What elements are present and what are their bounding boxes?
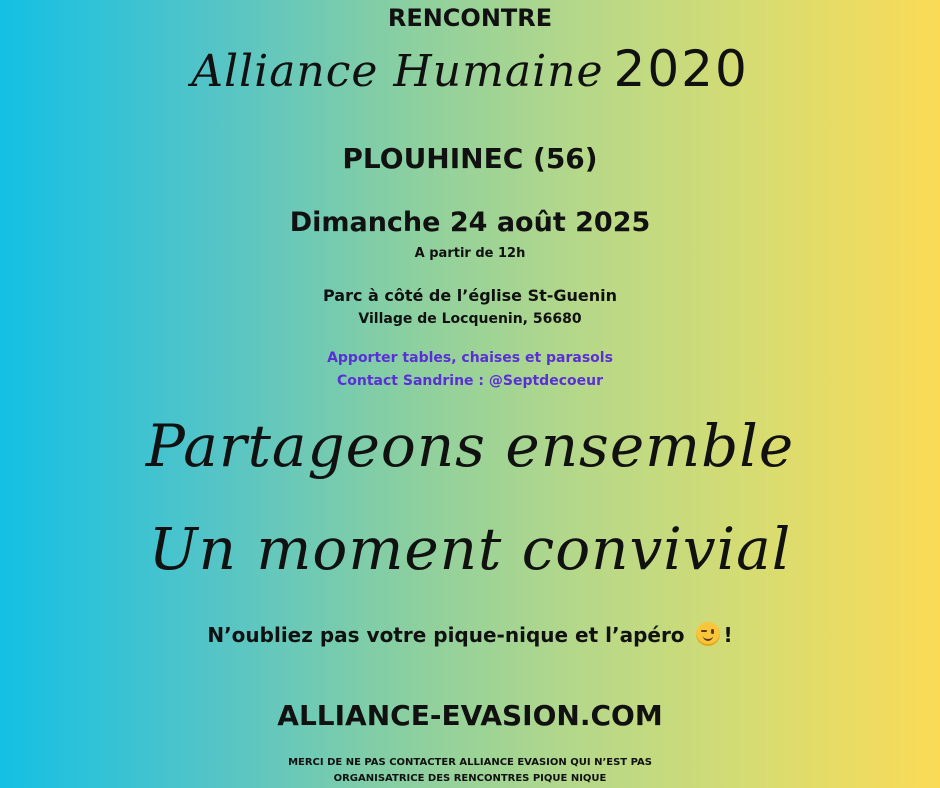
event-date: Dimanche 24 août 2025 bbox=[289, 207, 651, 238]
city-heading: PLOUHINEC (56) bbox=[342, 142, 598, 175]
reminder-exclamation: ! bbox=[723, 623, 733, 647]
contact-info: Contact Sandrine : @Septdecoeur bbox=[337, 373, 603, 389]
event-title bbox=[0, 40, 940, 102]
title-script: Alliance Humaine bbox=[191, 46, 604, 97]
slogan-line-2: Un moment convivial bbox=[148, 515, 792, 583]
picnic-reminder bbox=[0, 622, 940, 647]
kicker-title: RENCONTRE bbox=[387, 4, 553, 32]
event-time: A partir de 12h bbox=[414, 246, 526, 261]
disclaimer-line-1: MERCI DE NE PAS CONTACTER ALLIANCE EVASION QUI N’EST PAS bbox=[288, 757, 652, 768]
website-url: ALLIANCE-EVASION.COM bbox=[277, 699, 663, 732]
winking-face-icon bbox=[696, 622, 720, 646]
slogan-line-1: Partageons ensemble bbox=[145, 412, 795, 480]
venue-line-2: Village de Locquenin, 56680 bbox=[358, 311, 582, 327]
title-year: 2020 bbox=[613, 40, 749, 98]
venue-line-1: Parc à côté de l’église St-Guenin bbox=[322, 286, 618, 305]
disclaimer-line-2: ORGANISATRICE DES RENCONTRES PIQUE NIQUE bbox=[333, 773, 607, 784]
reminder-text: N’oubliez pas votre pique-nique et l’apéro bbox=[207, 623, 685, 647]
bring-items-note: Apporter tables, chaises et parasols bbox=[327, 350, 613, 366]
